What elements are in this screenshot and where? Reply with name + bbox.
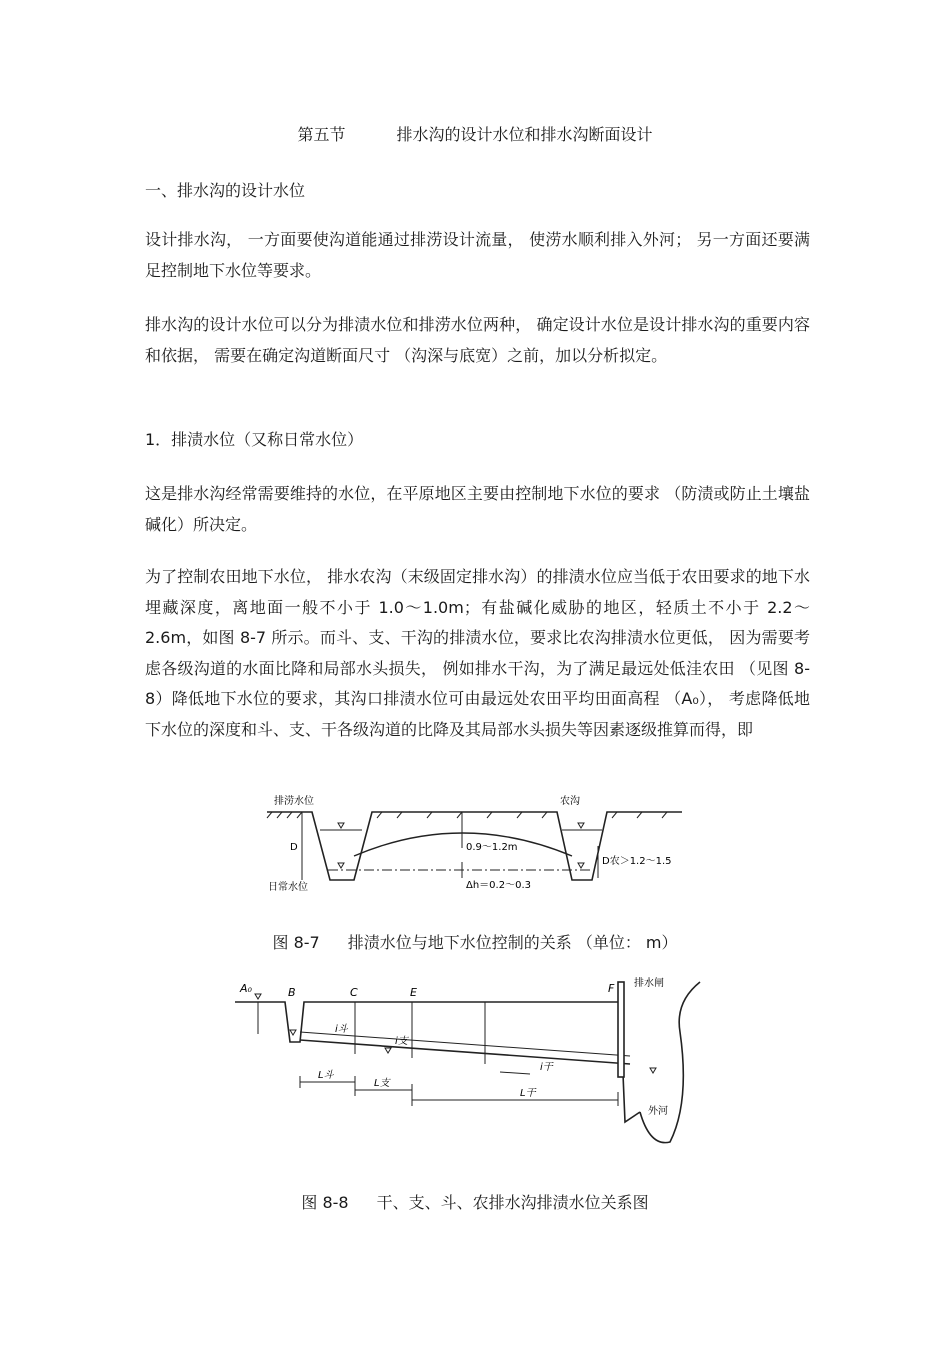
heading-1: 一、排水沟的设计水位 [145,181,306,200]
paragraph-4: 为了控制农田地下水位， 排水农沟（末级固定排水沟）的排渍水位应当低于农田要求的地下水埋藏深度，离地面一般不小于 1.0～1.0m；有盐碱化威胁的地区，轻质土不小于 2.2～2.6m，如图 8-7 所示。而斗、支、干沟的排渍水位，要求比农沟排渍水位更低， 因为需要考虑各级沟道的水面比降和局部水头损失， 例如排水干沟，为了满足最远处低洼农田 （见图 8-8）降低地下水位的要求，其沟口排渍水位可由最远处农田平均田面高程 （A₀）， 考虑降低地下水位的深度和斗、支、干各级沟道的比降及其局部水头损失等因素逐级推算而得，即 [145,567,810,739]
label-i-gan: i干 [540,1062,553,1073]
label-e: E [410,986,417,999]
page-title [0,122,950,145]
figure-8-8-diagram [230,972,710,1152]
label-flood-level: 排涝水位 [274,796,314,807]
label-river: 外河 [648,1106,668,1117]
label-d-right: D农＞1.2～1.5 [602,856,672,867]
figure-8-7-text: 排渍水位与地下水位控制的关系 （单位： m） [347,933,678,952]
figure-8-7-diagram [262,790,692,900]
label-l-zhi: L支 [374,1078,390,1089]
label-d-left: D [290,842,298,853]
label-c: C [350,986,358,999]
label-i-dou: i斗 [335,1024,348,1035]
label-f: F [608,982,615,995]
label-gate: 排水闸 [634,978,664,989]
figure-8-8-caption [0,1190,950,1213]
paragraph-1: 设计排水沟， 一方面要使沟道能通过排涝设计流量， 使涝水顺利排入外河； 另一方面还要满足控制地下水位等要求。 [145,230,810,280]
label-delta-h: Δh＝0.2～0.3 [466,880,531,891]
label-normal-level: 日常水位 [268,882,308,893]
label-farm-ditch: 农沟 [560,796,580,807]
figure-8-7-number: 图 8-7 [272,933,320,952]
label-l-dou: L斗 [318,1070,334,1081]
label-i-zhi: i支 [395,1036,408,1047]
label-a0: A₀ [240,982,252,995]
label-l-gan: L干 [520,1088,536,1099]
section-number: 第五节 [297,125,346,144]
paragraph-3: 这是排水沟经常需要维持的水位，在平原地区主要由控制地下水位的要求 （防渍或防止土壤盐碱化）所决定。 [145,484,810,534]
heading-2: 1．排渍水位（又称日常水位） [145,430,364,449]
figure-8-8-text: 干、支、斗、农排水沟排渍水位关系图 [376,1193,649,1212]
label-depth-range: 0.9～1.2m [466,842,518,853]
figure-8-7-caption [0,930,950,953]
figure-8-8-number: 图 8-8 [301,1193,349,1212]
paragraph-2: 排水沟的设计水位可以分为排渍水位和排涝水位两种， 确定设计水位是设计排水沟的重要内容和依据， 需要在确定沟道断面尺寸 （沟深与底宽）之前，加以分析拟定。 [145,315,810,365]
section-title: 排水沟的设计水位和排水沟断面设计 [396,125,653,144]
label-b: B [288,986,296,999]
